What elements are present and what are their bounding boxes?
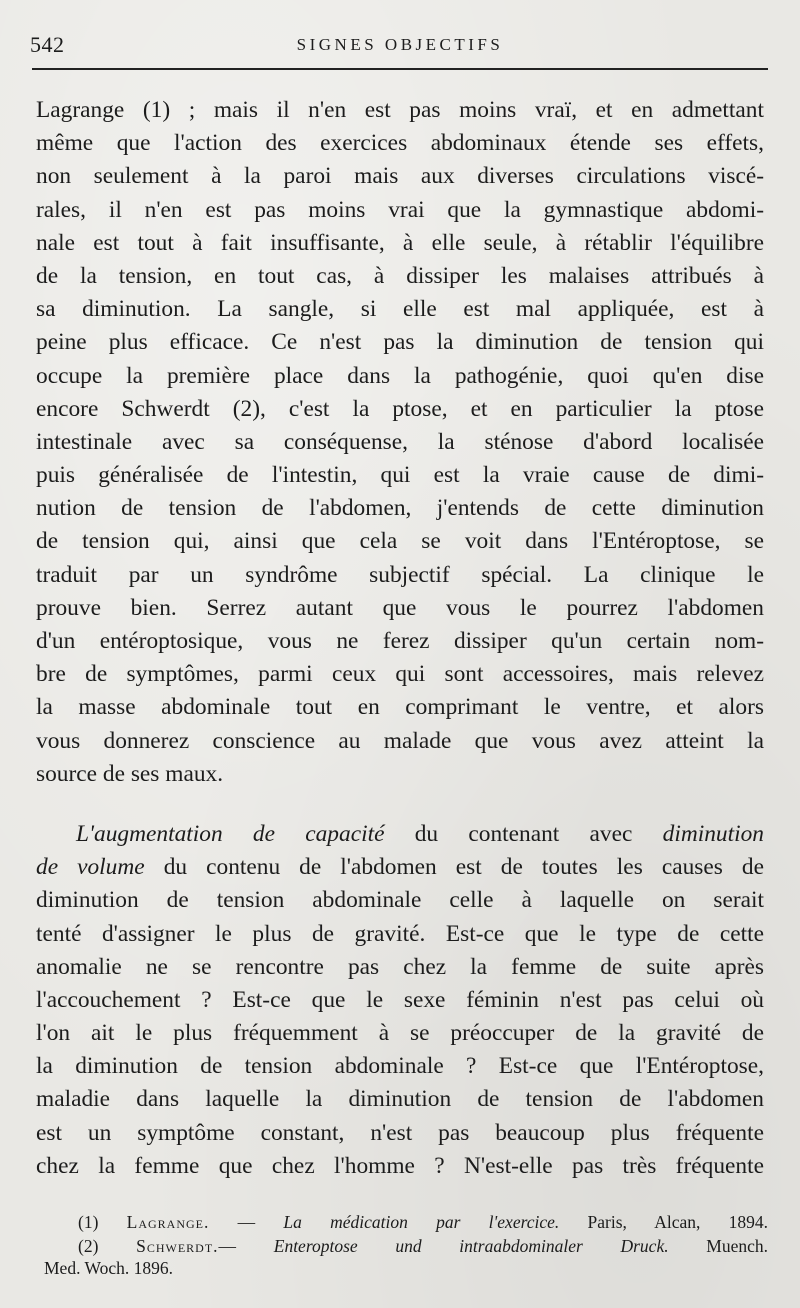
footnote-dash: — [218, 1236, 274, 1256]
text-line: l'accouchement ? Est-ce que le sexe féminin n'est pas celui où [36, 986, 764, 1013]
text-run: du contenant avec [384, 820, 663, 847]
text-line: même que l'action des exercices abdominaux étende ses effets, [36, 130, 764, 157]
text-line: la masse abdominale tout en comprimant le ventre, et alors [36, 694, 764, 721]
text-line: nale est tout à fait insuffisante, à elle seule, à rétablir l'équilibre [36, 229, 764, 256]
footnote-2 [48, 1236, 768, 1258]
text-line: prouve bien. Serrez autant que vous le pourrez l'abdomen [36, 594, 764, 621]
text-line: anomalie ne se rencontre pas chez la femme de suite après [36, 953, 764, 980]
text-line: Lagrange (1) ; mais il n'en est pas moins vraï, et en admettant [36, 97, 764, 123]
text-line: de la tension, en tout cas, à dissiper les malaises attribués à [36, 262, 764, 289]
paragraph-gap [36, 791, 764, 818]
text-line: non seulement à la paroi mais aux diverses circulations viscé- [36, 163, 764, 190]
footnote-rest: Paris, Alcan, 1894. [559, 1212, 768, 1232]
text-line: occupe la première place dans la pathogénie, quoi qu'en dise [36, 362, 764, 389]
page-number: 542 [30, 32, 65, 57]
running-title: SIGNES OBJECTIFS [296, 35, 504, 54]
footnote-title: Enteroptose und intraabdominaler Druck. [273, 1236, 669, 1256]
running-head [30, 30, 770, 60]
text-line: traduit par un syndrôme subjectif spécial. La clinique le [36, 561, 764, 588]
emphasis: de volume [36, 854, 145, 881]
footnote-marker: (2) [78, 1236, 137, 1256]
footnote-dash: — [209, 1212, 284, 1232]
text-line: est un symptôme constant, n'est pas beaucoup plus fréquente [36, 1119, 764, 1146]
text-line: encore Schwerdt (2), c'est la ptose, et en particulier la ptose [36, 395, 764, 422]
text-line [36, 851, 764, 884]
body-text [36, 94, 764, 1183]
text-line: bre de symptômes, parmi ceux qui sont accessoires, mais relevez [36, 661, 764, 688]
text-line: d'un entéroptosique, vous ne ferez dissiper qu'un certain nom- [36, 628, 764, 654]
emphasis: L'augmentation de capacité [76, 820, 385, 847]
text-line: rales, il n'en est pas moins vrai que la gymnastique abdomi- [36, 196, 764, 223]
footnote-author: Lagrange. [126, 1212, 210, 1232]
text-line: chez la femme que chez l'homme ? N'est-elle pas très fréquente [36, 1152, 764, 1179]
text-line: diminution de tension abdominale celle à laquelle on serait [36, 887, 764, 914]
text-line: intestinale avec sa conséquense, la sténose d'abord localisée [36, 428, 764, 455]
footnote-rest: Muench. [668, 1236, 768, 1256]
footnotes [44, 1208, 768, 1278]
header-rule [32, 68, 768, 70]
text-line: la diminution de tension abdominale ? Est-ce que l'Entéroptose, [36, 1053, 764, 1080]
footnote-2-continuation: Med. Woch. 1896. [44, 1258, 174, 1278]
paragraph-1 [36, 94, 764, 791]
text-line: source de ses maux. [36, 760, 224, 787]
text-line: tenté d'assigner le plus de gravité. Est-ce que le type de cette [36, 920, 764, 947]
footnote-marker: (1) [78, 1212, 127, 1232]
text-line: peine plus efficace. Ce n'est pas la diminution de tension qui [36, 329, 764, 356]
text-run: du contenu de l'abdomen est de toutes les causes de [144, 854, 764, 881]
text-line: de tension qui, ainsi que cela se voit dans l'Entéroptose, se [36, 528, 764, 555]
text-line: l'on ait le plus fréquemment à se préoccuper de la gravité de [36, 1020, 764, 1047]
emphasis: diminution [662, 820, 764, 847]
footnote-author: Schwerdt. [136, 1236, 219, 1256]
text-line: vous donnerez conscience au malade que vous avez atteint la [36, 727, 764, 754]
text-line: sa diminution. La sangle, si elle est mal appliquée, est à [36, 296, 764, 323]
text-line [36, 818, 764, 851]
paragraph-2 [36, 818, 764, 1183]
footnote-1 [48, 1208, 768, 1236]
footnote-title: La médication par l'exercice. [283, 1212, 560, 1232]
text-line: puis généralisée de l'intestin, qui est la vraie cause de dimi- [36, 462, 764, 489]
text-line: nution de tension de l'abdomen, j'entends de cette diminution [36, 495, 764, 522]
text-line: maladie dans laquelle la diminution de tension de l'abdomen [36, 1086, 764, 1113]
